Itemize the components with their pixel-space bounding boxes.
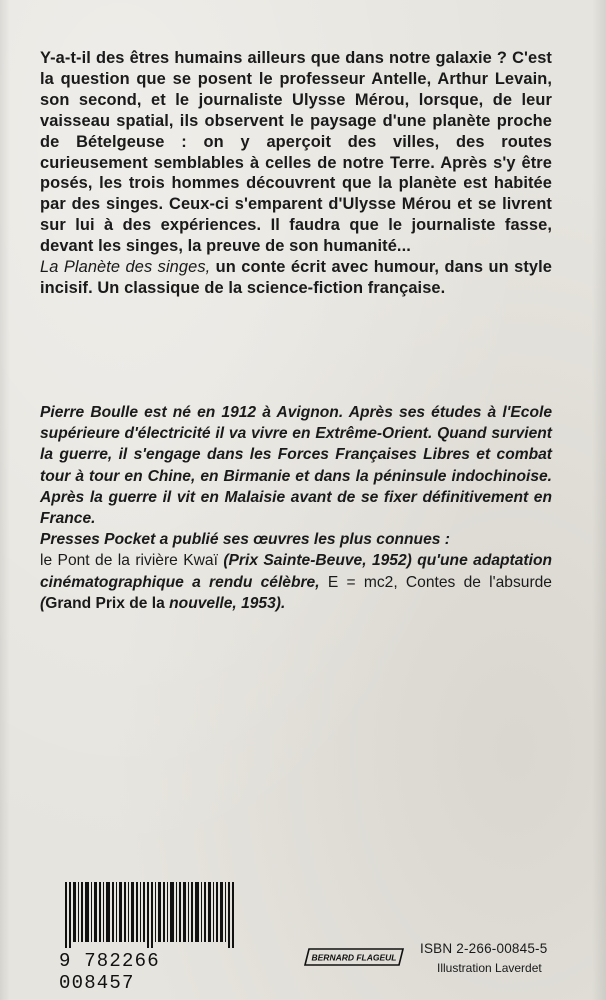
synopsis-book-title: La Planète des singes, [40, 258, 211, 277]
author-bio [40, 402, 552, 614]
logo-text: BERNARD FLAGEUL [311, 952, 397, 963]
cover-edge-shadow-right [592, 0, 606, 1000]
bio-award-1: (Prix Sainte-Beuve, 1952) [217, 552, 412, 570]
barcode [59, 880, 239, 994]
bernard-flageul-logo [303, 947, 405, 967]
bio-award-2-open: ( [40, 594, 46, 612]
synopsis-text-2: un conte écrit avec humour, dans un style incisif. Un classique de la science-fiction française. [40, 258, 552, 297]
bio-award-2-name: Grand Prix de la [45, 594, 165, 612]
barcode-digits: 9 782266 008457 [59, 950, 160, 994]
bio-work-2: E = mc2, Contes de l'absurde [327, 573, 552, 591]
cover-edge-shadow-left [0, 0, 10, 1000]
bio-publisher-intro: Presses Pocket a publié ses œuvres les plus connues : [40, 531, 450, 549]
illustration-credit: Illustration Laverdet [437, 961, 542, 975]
bio-adaptation-note: qu'une adaptation cinématographique a rendu célèbre, [40, 552, 552, 591]
barcode-bars [65, 882, 235, 948]
synopsis-text-1: Y-a-t-il des êtres humains ailleurs que dans notre galaxie ? C'est la question que se posent le professeur Antelle, Arthur Levain, son second, et le journaliste Ulysse Mérou, lorsque, de leur vaisseau spatial, ils observent le paysage d'une planète proche de Bételgeuse : on y aperçoit des villes, des routes curieusement semblables à celles de notre Terre. Après s'y être posés, les trois hommes découvrent que la planète est habitée par des singes. Ceux-ci s'emparent d'Ulysse Mérou et se livrent sur lui à des expériences. Il faudra que le journaliste fasse, devant les singes, la preuve de son humanité... [40, 49, 552, 256]
bio-work-1: le Pont de la rivière Kwaï [40, 552, 218, 570]
synopsis-paragraph [40, 48, 552, 299]
isbn-number: ISBN 2-266-00845-5 [420, 941, 548, 956]
bio-award-2-rest: nouvelle, 1953). [164, 594, 286, 612]
bio-paragraph-1: Pierre Boulle est né en 1912 à Avignon. Après ses études à l'Ecole supérieure d'électricité il va vivre en Extrême-Orient. Quand survient la guerre, il s'engage dans les Forces Françaises Libres et combat tour à tour en Chine, en Birmanie et dans la péninsule indochinoise. Après la guerre il vit en Malaisie avant de se fixer définitivement en France. [40, 404, 552, 528]
